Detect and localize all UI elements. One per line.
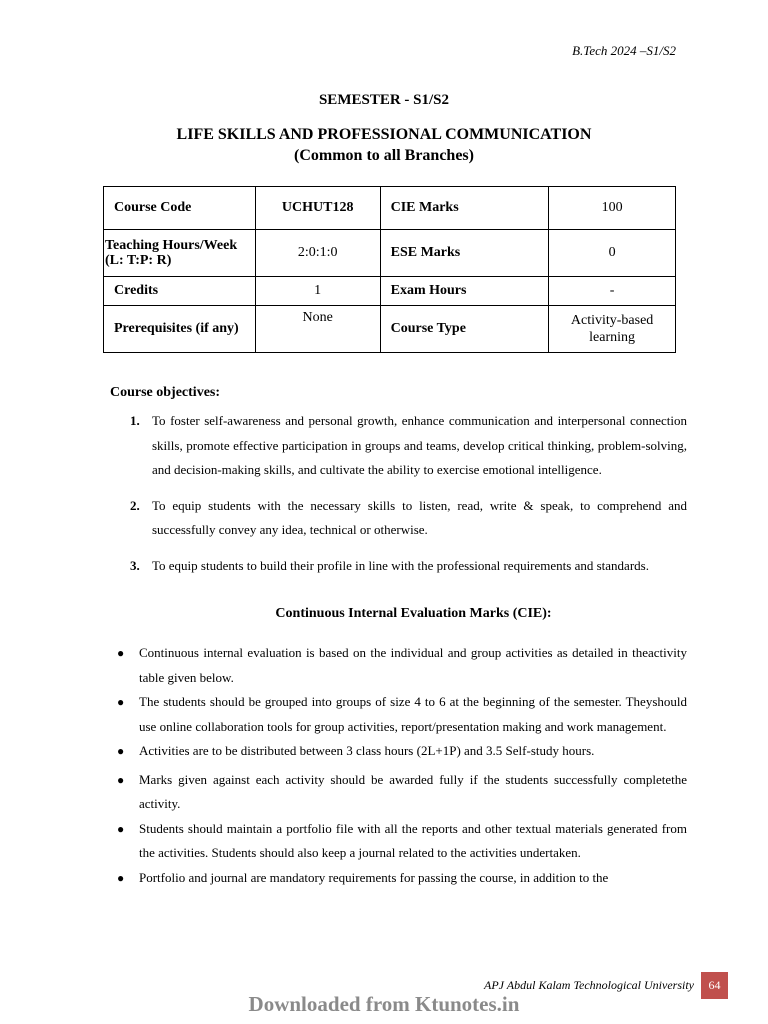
table-row: [104, 277, 676, 306]
cie-point-text: Students should maintain a portfolio file with all the reports and other textual materials generated from the activities. Students should also keep a journal related to the activities undertaken.: [139, 820, 687, 860]
table-row: [104, 187, 676, 230]
course-subtitle: (Common to all Branches): [294, 147, 474, 164]
cie-point: [116, 768, 687, 817]
table-cell-label: ESE Marks: [380, 230, 549, 277]
table-cell-value: 100: [549, 187, 676, 230]
cie-point-text: Marks given against each activity should be awarded fully if the students successfully completethe activity.: [139, 771, 687, 811]
bullet-dot-icon: ●: [117, 744, 125, 758]
table-cell-label: CIE Marks: [380, 187, 549, 230]
cie-point-text: Activities are to be distributed between 3 class hours (2L+1P) and 3.5 Self-study hours.: [139, 743, 595, 758]
cie-point: [116, 739, 687, 764]
teaching-hours-label: Teaching Hours/Week: [105, 238, 238, 253]
header-program-tag: B.Tech 2024 –S1/S2: [572, 43, 676, 58]
objective-number: 1.: [130, 413, 140, 428]
objectives-list: [130, 409, 687, 589]
bullet-dot-icon: ●: [117, 772, 125, 787]
teaching-hours-format: (L: T:P: R): [105, 253, 172, 268]
cie-point: [116, 866, 687, 891]
cie-point: [116, 641, 687, 690]
objective-item: [130, 409, 687, 483]
cie-heading: Continuous Internal Evaluation Marks (CIE):: [275, 606, 552, 621]
cie-point: [116, 690, 687, 739]
table-row: [104, 230, 676, 277]
table-row: [104, 306, 676, 353]
bullet-dot-icon: ●: [117, 695, 125, 709]
objective-text: To equip students to build their profile in line with the professional requirements and standards.: [152, 557, 649, 573]
bullet-dot-icon: ●: [117, 821, 125, 836]
table-cell-label: Exam Hours: [380, 277, 549, 306]
bullet-dot-icon: ●: [117, 870, 125, 885]
objective-text: To foster self-awareness and personal growth, enhance communication and interpersonal connection skills, promote effective participation in groups and teams, develop critical thinking, problem-solving, and decision-making skills, and cultivate the ability to exercise emotional intelligence.: [152, 413, 687, 477]
course-title: LIFE SKILLS AND PROFESSIONAL COMMUNICATION: [176, 126, 592, 143]
objective-number: 2.: [130, 497, 140, 513]
table-cell-label: Credits: [104, 277, 256, 306]
course-title-block: [0, 124, 768, 166]
table-cell-value: 0: [549, 230, 676, 277]
page-number-badge: 64: [701, 972, 728, 999]
bullet-dot-icon: ●: [117, 646, 125, 660]
table-cell-value: 2:0:1:0: [255, 230, 380, 277]
footer-university: APJ Abdul Kalam Technological University: [484, 978, 694, 992]
table-cell-value: -: [549, 277, 676, 306]
download-watermark: Downloaded from Ktunotes.in: [248, 992, 520, 1016]
objective-number: 3.: [130, 557, 140, 573]
cie-point-text: Continuous internal evaluation is based on the individual and group activities as detailed in theactivity table given below.: [139, 645, 687, 685]
objective-item: [130, 494, 687, 543]
objectives-heading: Course objectives:: [110, 385, 221, 400]
table-cell-label: Course Code: [104, 187, 256, 230]
course-type-line2: learning: [589, 330, 636, 345]
objective-text: To equip students with the necessary skills to listen, read, write & speak, to comprehend and successfully convey any idea, technical or otherwise.: [152, 497, 687, 537]
table-cell-label: Course Type: [380, 306, 549, 353]
cie-point-text: The students should be grouped into groups of size 4 to 6 at the beginning of the semester. Theyshould use online collaboration tools for group activities, report/presentation making and work management.: [139, 694, 687, 734]
semester-title: SEMESTER - S1/S2: [318, 92, 450, 108]
table-cell-value: 1: [255, 277, 380, 306]
table-cell-value: None: [255, 306, 380, 353]
cie-point-text: Portfolio and journal are mandatory requirements for passing the course, in addition to the: [139, 869, 609, 885]
table-cell-value: [549, 306, 676, 353]
course-info-table: [103, 186, 676, 353]
cie-points-list: [116, 641, 687, 890]
objective-item: [130, 554, 687, 579]
course-type-line1: Activity-based: [570, 313, 654, 328]
table-cell-label: Prerequisites (if any): [104, 306, 256, 353]
cie-point: [116, 817, 687, 866]
table-cell-label: [104, 230, 256, 277]
table-cell-value: UCHUT128: [255, 187, 380, 230]
